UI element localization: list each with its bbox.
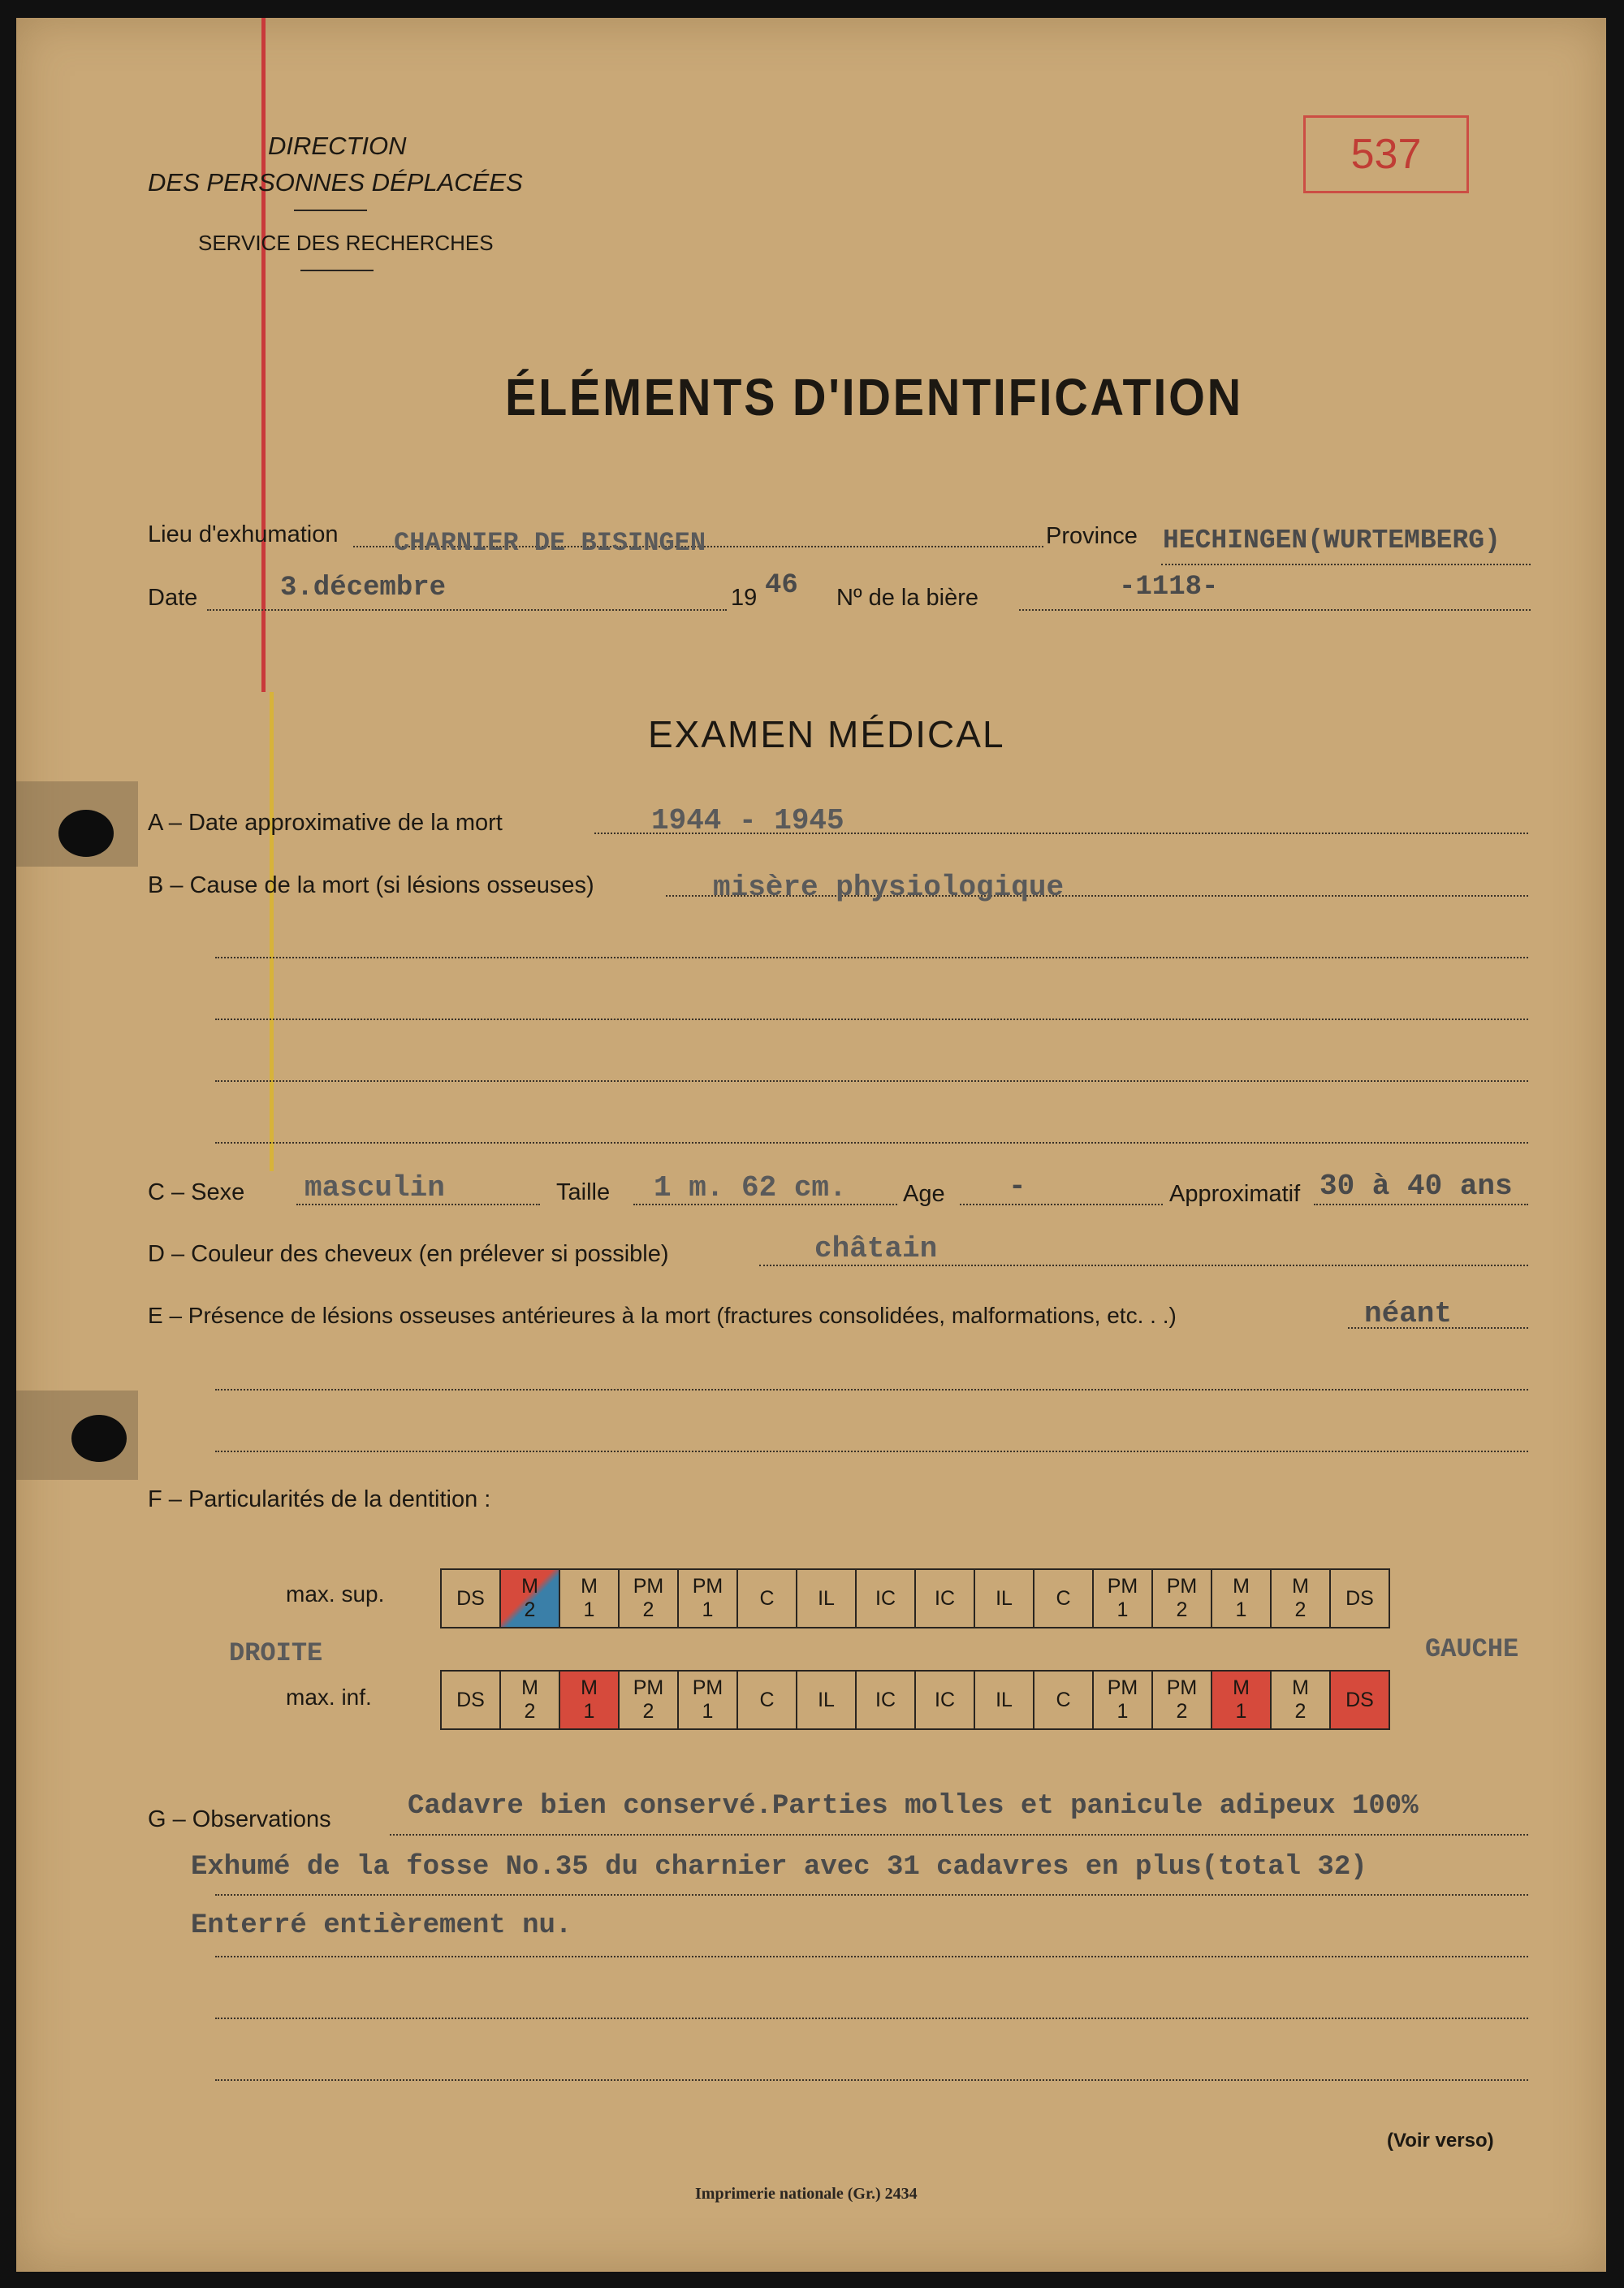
item-d-value: châtain	[814, 1232, 938, 1265]
imprimerie-note: Imprimerie nationale (Gr.) 2434	[695, 2185, 918, 2203]
tooth-number: 2	[642, 1700, 654, 1723]
file-number-stamp: 537	[1303, 115, 1469, 193]
upper-tooth-cell	[974, 1569, 1034, 1628]
upper-tooth-cell	[1034, 1569, 1093, 1628]
tooth-type: M	[1233, 1575, 1250, 1598]
tooth-type: IL	[818, 1586, 835, 1610]
tooth-number: 1	[1235, 1700, 1247, 1723]
item-b-value: misère physiologique	[713, 871, 1065, 904]
approx-value: 30 à 40 ans	[1320, 1170, 1513, 1203]
lower-teeth-row	[441, 1671, 1389, 1729]
upper-tooth-cell	[441, 1569, 500, 1628]
upper-tooth-cell	[797, 1569, 856, 1628]
upper-tooth-cell	[1330, 1569, 1389, 1628]
max-sup-label: max. sup.	[286, 1581, 385, 1607]
obs-line-1: Cadavre bien conservé.Parties molles et panicule adipeux 100%	[408, 1791, 1419, 1822]
province-label: Province	[1046, 523, 1138, 549]
upper-tooth-cell	[856, 1569, 915, 1628]
tooth-number: 1	[702, 1700, 714, 1723]
tooth-number: 1	[583, 1700, 595, 1723]
tooth-number: 2	[524, 1700, 536, 1723]
tooth-type: M	[1292, 1575, 1309, 1598]
obs-line-3: Enterré entièrement nu.	[191, 1910, 572, 1941]
age-value: -	[1009, 1170, 1026, 1203]
tooth-type: IL	[996, 1688, 1013, 1711]
upper-tooth-cell	[619, 1569, 678, 1628]
punch-hole-bottom	[71, 1415, 127, 1462]
item-c-label: C – Sexe	[148, 1179, 245, 1205]
item-f-label: F – Particularités de la dentition :	[148, 1486, 491, 1512]
taille-value: 1 m. 62 cm.	[654, 1171, 847, 1205]
date-label: Date	[148, 585, 198, 611]
item-e-line-3	[215, 1451, 1528, 1452]
document-page	[16, 18, 1606, 2272]
item-g-label: G – Observations	[148, 1806, 331, 1832]
lieu-value: CHARNIER DE BISINGEN	[394, 528, 706, 558]
tooth-type: C	[1056, 1688, 1071, 1711]
province-value: HECHINGEN(WURTEMBERG)	[1163, 526, 1501, 556]
tooth-type: IL	[996, 1586, 1013, 1610]
tooth-number: 2	[1294, 1598, 1307, 1621]
biere-value: -1118-	[1119, 572, 1219, 603]
upper-tooth-cell	[1271, 1569, 1330, 1628]
biere-label: Nº de la bière	[836, 585, 979, 611]
max-inf-label: max. inf.	[286, 1685, 372, 1710]
tooth-type: IC	[875, 1688, 896, 1711]
lower-teeth-chart	[440, 1670, 1390, 1730]
tooth-number: 1	[1116, 1700, 1129, 1723]
item-b-label: B – Cause de la mort (si lésions osseuses)	[148, 872, 594, 898]
tooth-type: C	[1056, 1586, 1071, 1610]
tooth-number: 2	[642, 1598, 654, 1621]
upper-tooth-cell	[1152, 1569, 1212, 1628]
lieu-label: Lieu d'exhumation	[148, 521, 339, 547]
lower-tooth-cell	[915, 1671, 974, 1729]
droite-label: DROITE	[229, 1638, 323, 1668]
approx-dots	[1314, 1204, 1528, 1205]
obs-dots-4	[215, 2018, 1528, 2019]
upper-tooth-cell	[737, 1569, 797, 1628]
tooth-type: M	[581, 1676, 598, 1699]
header-personnes-deplacees: DES PERSONNES DÉPLACÉES	[148, 168, 523, 197]
age-label: Age	[903, 1181, 945, 1207]
lower-tooth-cell	[797, 1671, 856, 1729]
obs-dots-1	[390, 1834, 1528, 1836]
obs-dots-5	[215, 2079, 1528, 2081]
item-a-value: 1944 - 1945	[651, 804, 844, 837]
upper-teeth-chart	[440, 1568, 1390, 1628]
tooth-type: PM	[633, 1575, 664, 1598]
tooth-type: DS	[1345, 1586, 1374, 1610]
obs-dots-2	[215, 1894, 1528, 1896]
lower-tooth-cell	[500, 1671, 559, 1729]
tooth-type: PM	[633, 1676, 664, 1699]
year-prefix: 19	[731, 585, 758, 611]
obs-dots-3	[215, 1956, 1528, 1957]
tooth-type: IC	[935, 1586, 955, 1610]
age-dots	[960, 1204, 1163, 1205]
item-a-label: A – Date approximative de la mort	[148, 810, 503, 836]
lower-tooth-cell	[559, 1671, 619, 1729]
tooth-number: 1	[583, 1598, 595, 1621]
item-b-line-5	[215, 1142, 1528, 1144]
lower-tooth-cell	[1212, 1671, 1271, 1729]
header-rule-2	[300, 270, 374, 271]
item-b-line-3	[215, 1019, 1528, 1020]
tooth-type: M	[521, 1575, 538, 1598]
lower-tooth-cell	[441, 1671, 500, 1729]
lower-tooth-cell	[1330, 1671, 1389, 1729]
tooth-number: 1	[1235, 1598, 1247, 1621]
sexe-value: masculin	[304, 1171, 445, 1205]
upper-tooth-cell	[559, 1569, 619, 1628]
tooth-type: PM	[1107, 1676, 1138, 1699]
tooth-type: IC	[935, 1688, 955, 1711]
lower-tooth-cell	[974, 1671, 1034, 1729]
lower-tooth-cell	[1093, 1671, 1152, 1729]
lower-tooth-cell	[1271, 1671, 1330, 1729]
date-value: 3.décembre	[280, 573, 447, 603]
item-e-label: E – Présence de lésions osseuses antérieures à la mort (fractures consolidées, malformations, etc. . .)	[148, 1303, 1177, 1328]
tooth-type: IL	[818, 1688, 835, 1711]
tooth-type: PM	[692, 1575, 723, 1598]
item-e-value: néant	[1364, 1297, 1453, 1330]
header-direction: DIRECTION	[268, 132, 407, 160]
lower-tooth-cell	[1034, 1671, 1093, 1729]
item-b-line-2	[215, 957, 1528, 958]
approx-label: Approximatif	[1169, 1181, 1301, 1207]
tooth-type: M	[521, 1676, 538, 1699]
tooth-type: M	[581, 1575, 598, 1598]
tooth-type: DS	[456, 1688, 485, 1711]
red-margin-line	[261, 18, 266, 692]
upper-tooth-cell	[1212, 1569, 1271, 1628]
punch-hole-top	[58, 810, 114, 857]
item-b-line-4	[215, 1080, 1528, 1082]
item-e-line-2	[215, 1389, 1528, 1391]
tooth-type: M	[1292, 1676, 1309, 1699]
tooth-number: 1	[702, 1598, 714, 1621]
voir-verso: (Voir verso)	[1387, 2130, 1494, 2152]
biere-dots	[1019, 609, 1531, 611]
tooth-number: 1	[1116, 1598, 1129, 1621]
yellow-margin-line	[270, 692, 274, 1171]
item-d-label: D – Couleur des cheveux (en prélever si possible)	[148, 1241, 669, 1267]
header-service-recherches: SERVICE DES RECHERCHES	[198, 231, 494, 255]
tooth-type: DS	[456, 1586, 485, 1610]
date-dots	[207, 609, 727, 611]
obs-line-2: Exhumé de la fosse No.35 du charnier avec 31 cadavres en plus(total 32)	[191, 1852, 1367, 1883]
lower-tooth-cell	[856, 1671, 915, 1729]
tooth-number: 2	[1176, 1700, 1188, 1723]
tooth-number: 2	[1294, 1700, 1307, 1723]
upper-tooth-cell	[915, 1569, 974, 1628]
province-dots	[1161, 564, 1531, 565]
lower-tooth-cell	[1152, 1671, 1212, 1729]
upper-tooth-cell	[1093, 1569, 1152, 1628]
tooth-type: C	[759, 1586, 775, 1610]
header-rule-1	[294, 210, 367, 211]
upper-tooth-cell	[500, 1569, 559, 1628]
tooth-type: PM	[1166, 1676, 1198, 1699]
year-value: 46	[765, 570, 798, 601]
taille-label: Taille	[556, 1179, 611, 1205]
upper-tooth-cell	[678, 1569, 737, 1628]
document-title: ÉLÉMENTS D'IDENTIFICATION	[505, 368, 1243, 426]
tooth-type: DS	[1345, 1688, 1374, 1711]
tooth-type: PM	[692, 1676, 723, 1699]
lower-tooth-cell	[678, 1671, 737, 1729]
lower-tooth-cell	[737, 1671, 797, 1729]
gauche-label: GAUCHE	[1425, 1634, 1519, 1664]
tooth-number: 2	[524, 1598, 536, 1621]
tooth-type: PM	[1107, 1575, 1138, 1598]
lower-tooth-cell	[619, 1671, 678, 1729]
upper-teeth-row	[441, 1569, 1389, 1628]
tooth-type: C	[759, 1688, 775, 1711]
section-title-examen: EXAMEN MÉDICAL	[648, 713, 1005, 755]
tooth-type: M	[1233, 1676, 1250, 1699]
tooth-type: IC	[875, 1586, 896, 1610]
tooth-number: 2	[1176, 1598, 1188, 1621]
tooth-type: PM	[1166, 1575, 1198, 1598]
